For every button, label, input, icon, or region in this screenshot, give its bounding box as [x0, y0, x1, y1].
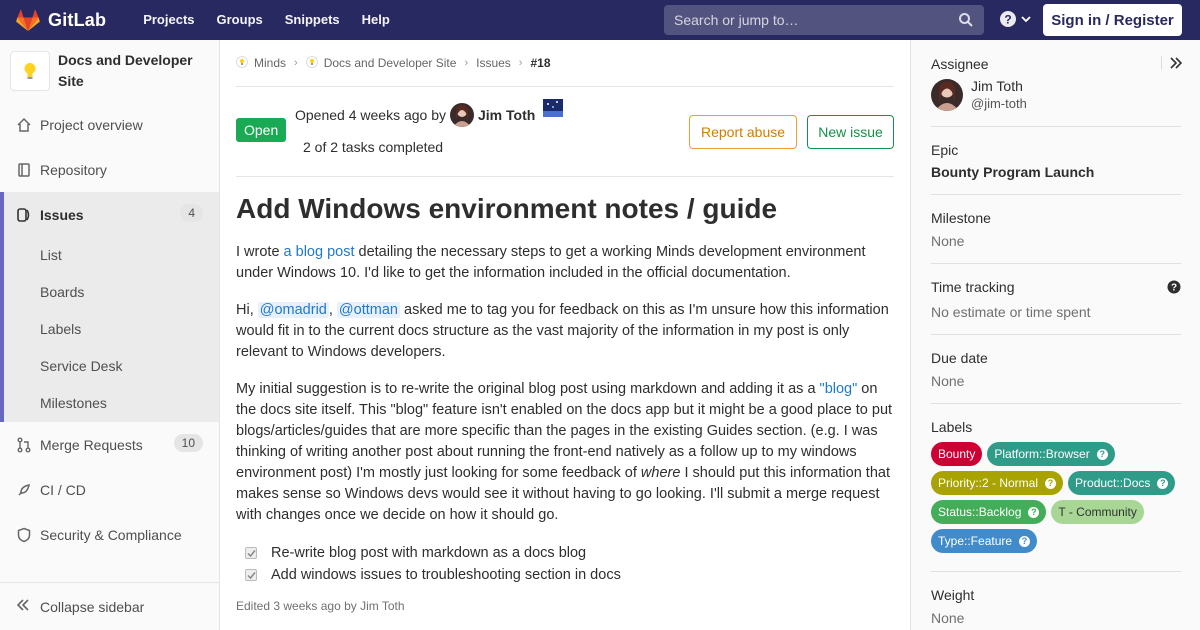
time-tracking-block — [931, 264, 1181, 335]
label-text: Bounty — [938, 447, 976, 461]
issue-title: Add Windows environment notes / guide — [236, 193, 778, 224]
nav-groups[interactable]: Groups — [216, 12, 263, 27]
weight-value: None — [931, 610, 965, 626]
issue-header — [236, 87, 894, 177]
divider — [1161, 56, 1162, 70]
project-avatar — [10, 51, 50, 91]
text-span: I should put this information that makes sense so Windows devs would see it without having to go looking. I'll submit a merge request with changes once we decide on how it should go. — [236, 465, 890, 523]
mention-omadrid[interactable]: @omadrid — [259, 302, 327, 318]
issues-count-badge: 4 — [180, 204, 203, 222]
mention-ottman[interactable]: @ottman — [338, 302, 398, 318]
breadcrumb-group-label: Minds — [254, 56, 287, 70]
epic-block — [931, 127, 1181, 195]
label-pill[interactable] — [931, 442, 982, 466]
label-text: Status::Backlog — [938, 505, 1022, 519]
label-text: Priority::2 - Normal — [938, 476, 1039, 490]
sidebar-subitem-service-desk[interactable]: Service Desk — [40, 358, 123, 374]
project-name: Docs and Developer Site — [58, 52, 193, 89]
sidebar-subitem-list[interactable]: List — [40, 247, 62, 263]
book-icon — [16, 162, 32, 178]
home-icon — [16, 117, 32, 133]
label-text: Product::Docs — [1075, 476, 1151, 490]
merge-request-icon — [16, 437, 32, 453]
task-item — [245, 564, 894, 586]
label-pill[interactable] — [1068, 471, 1175, 495]
text-span: Hi, — [236, 302, 258, 318]
help-dropdown[interactable] — [999, 10, 1031, 28]
merge-requests-count-badge: 10 — [174, 434, 203, 452]
report-abuse-button[interactable]: Report abuse — [689, 115, 797, 149]
avatar[interactable] — [450, 103, 474, 127]
assignee-block — [931, 40, 1181, 127]
breadcrumb-current[interactable]: #18 — [530, 56, 551, 70]
time-tracking-value: No estimate or time spent — [931, 304, 1091, 320]
avatar — [931, 79, 963, 111]
nav-projects[interactable]: Projects — [143, 12, 195, 27]
chevron-right-icon: › — [518, 57, 523, 69]
blog-post-link[interactable]: a blog post — [283, 244, 355, 260]
labels-list — [931, 442, 1181, 558]
question-circle-icon: ? — [1028, 507, 1039, 518]
question-circle-icon: ? — [1019, 536, 1030, 547]
issue-meta — [295, 103, 563, 127]
emphasis-text: where — [640, 465, 681, 481]
text-span: My initial suggestion is to re-write the original blog post using markdown and adding it as a — [236, 381, 820, 397]
collapse-sidebar-label: Collapse sidebar — [40, 598, 145, 615]
task-label: Add windows issues to troubleshooting section in docs — [271, 567, 621, 583]
edited-note: Edited 3 weeks ago by Jim Toth — [236, 599, 405, 613]
breadcrumb — [236, 40, 894, 87]
label-text: Platform::Browser — [994, 447, 1090, 461]
chevron-right-icon: › — [294, 57, 298, 69]
double-chevron-right-icon — [1170, 57, 1182, 69]
sidebar-item-project-overview[interactable] — [0, 102, 219, 147]
sidebar-item-label: Security & Compliance — [40, 526, 182, 543]
task-checkbox[interactable] — [245, 547, 257, 559]
issues-icon — [16, 207, 32, 223]
sidebar-subitem-labels[interactable]: Labels — [40, 321, 82, 337]
labels-title: Labels — [931, 419, 973, 435]
due-date-title: Due date — [931, 350, 988, 366]
sidebar-item-label: Merge Requests — [40, 436, 143, 453]
label-pill[interactable] — [931, 471, 1063, 495]
task-item — [245, 542, 894, 564]
question-circle-icon: ? — [1045, 478, 1056, 489]
description-paragraph — [236, 242, 894, 284]
sidebar-item-repository[interactable] — [0, 147, 219, 192]
project-sidebar — [0, 40, 220, 630]
opened-text: Opened 4 weeks ago by — [295, 107, 446, 123]
weight-block — [931, 572, 1181, 630]
label-text: T - Community — [1058, 505, 1137, 519]
label-pill[interactable] — [1051, 500, 1143, 524]
label-pill[interactable] — [931, 500, 1046, 524]
shield-icon — [16, 527, 32, 543]
description-paragraph — [236, 379, 894, 526]
sidebar-item-label: Repository — [40, 161, 107, 178]
search-box — [664, 5, 984, 35]
labels-block — [931, 404, 1181, 572]
task-list — [236, 542, 894, 586]
sidebar-item-merge-requests[interactable] — [0, 422, 219, 467]
svg-text:?: ? — [1004, 12, 1012, 27]
assignee-title: Assignee — [931, 56, 989, 72]
task-checkbox[interactable] — [245, 569, 257, 581]
check-icon — [247, 549, 256, 558]
rocket-icon — [16, 482, 32, 498]
gitlab-home-link[interactable] — [0, 0, 106, 40]
sidebar-item-label: Issues — [40, 206, 84, 223]
sidebar-item-label: CI / CD — [40, 481, 86, 498]
double-chevron-left-icon — [16, 598, 30, 615]
status-badge: Open — [236, 118, 286, 142]
milestone-title: Milestone — [931, 210, 991, 226]
breadcrumb-project-label: Docs and Developer Site — [323, 56, 457, 70]
question-circle-icon — [999, 10, 1017, 28]
nav-snippets[interactable]: Snippets — [284, 12, 340, 27]
text-span: detailing the necessary steps to get a working Minds development environment under Windows 10. I'd like to get the information included in the official documentation. — [236, 244, 866, 281]
sidebar-item-cicd[interactable] — [0, 467, 219, 512]
due-date-value: None — [931, 373, 965, 389]
sidebar-item-label: Project overview — [40, 116, 143, 133]
assignee-username: @jim-toth — [971, 96, 1027, 111]
brand-name: GitLab — [48, 9, 107, 30]
breadcrumb-group[interactable] — [236, 55, 286, 72]
question-circle-icon: ? — [1097, 449, 1108, 460]
chevron-down-icon — [1021, 14, 1031, 24]
question-circle-icon[interactable] — [1167, 280, 1181, 294]
label-text: Type::Feature — [938, 534, 1013, 548]
lightbulb-icon — [306, 55, 318, 72]
time-tracking-title: Time tracking — [931, 279, 1015, 295]
weight-title: Weight — [931, 587, 975, 603]
due-date-block — [931, 335, 1181, 404]
assignee-user[interactable] — [931, 78, 1181, 112]
text-span: , — [328, 302, 337, 318]
sign-in-register-button[interactable]: Sign in / Register — [1043, 4, 1182, 36]
blog-link[interactable]: "blog" — [819, 381, 858, 397]
user-badge-icon — [543, 99, 563, 117]
text-span: I wrote — [236, 244, 284, 260]
milestone-block — [931, 195, 1181, 264]
label-pill[interactable] — [987, 442, 1114, 466]
search-input[interactable] — [674, 12, 954, 28]
task-label: Re-write blog post with markdown as a docs blog — [271, 545, 587, 561]
collapse-right-sidebar-button[interactable] — [1161, 56, 1182, 70]
chevron-right-icon: › — [464, 57, 469, 69]
epic-title: Epic — [931, 142, 959, 158]
epic-value[interactable]: Bounty Program Launch — [931, 164, 1095, 180]
sidebar-subitem-milestones[interactable]: Milestones — [40, 395, 107, 411]
svg-text:?: ? — [1170, 282, 1178, 294]
project-header[interactable] — [0, 40, 219, 102]
issues-submenu — [0, 237, 219, 422]
issue-main — [236, 40, 894, 613]
description-paragraph — [236, 300, 894, 363]
issue-sidebar — [910, 40, 1200, 630]
nav-help[interactable]: Help — [361, 12, 390, 27]
author-link[interactable]: Jim Toth — [478, 107, 536, 123]
sidebar-item-issues[interactable] — [0, 192, 219, 237]
search-icon[interactable] — [958, 12, 974, 28]
collapse-sidebar-button[interactable] — [0, 582, 219, 630]
lightbulb-icon — [236, 55, 248, 72]
gitlab-logo-icon — [16, 9, 40, 31]
tasks-completed: 2 of 2 tasks completed — [303, 139, 444, 155]
text-span: on the docs site itself. This "blog" feature isn't enabled on the docs app but it might be a good place to put blogs/articles/guides that are more specific than the pages in the existing Guides section. (e.g. I was thinking of writing another post about running the front-end natively as a follow up to my windows environment post) I'm mostly just looking for some feedback of — [236, 381, 893, 481]
top-navbar — [0, 0, 1200, 40]
label-pill[interactable] — [931, 529, 1037, 553]
sidebar-subitem-boards[interactable]: Boards — [40, 284, 85, 300]
lightbulb-icon — [22, 61, 38, 81]
milestone-value: None — [931, 233, 965, 249]
issue-description — [236, 242, 894, 526]
new-issue-button[interactable]: New issue — [807, 115, 894, 149]
breadcrumb-project[interactable] — [306, 55, 457, 72]
assignee-name: Jim Toth — [971, 78, 1023, 94]
breadcrumb-issues[interactable]: Issues — [476, 56, 511, 70]
question-circle-icon: ? — [1157, 478, 1168, 489]
check-icon — [247, 571, 256, 580]
sidebar-item-security[interactable] — [0, 512, 219, 557]
text-span: asked me to tag you for feedback on this as I'm unsure how this information would fit in to the current docs structure as the vast majority of the information in my post is only relevant to Windows developers. — [236, 302, 889, 360]
